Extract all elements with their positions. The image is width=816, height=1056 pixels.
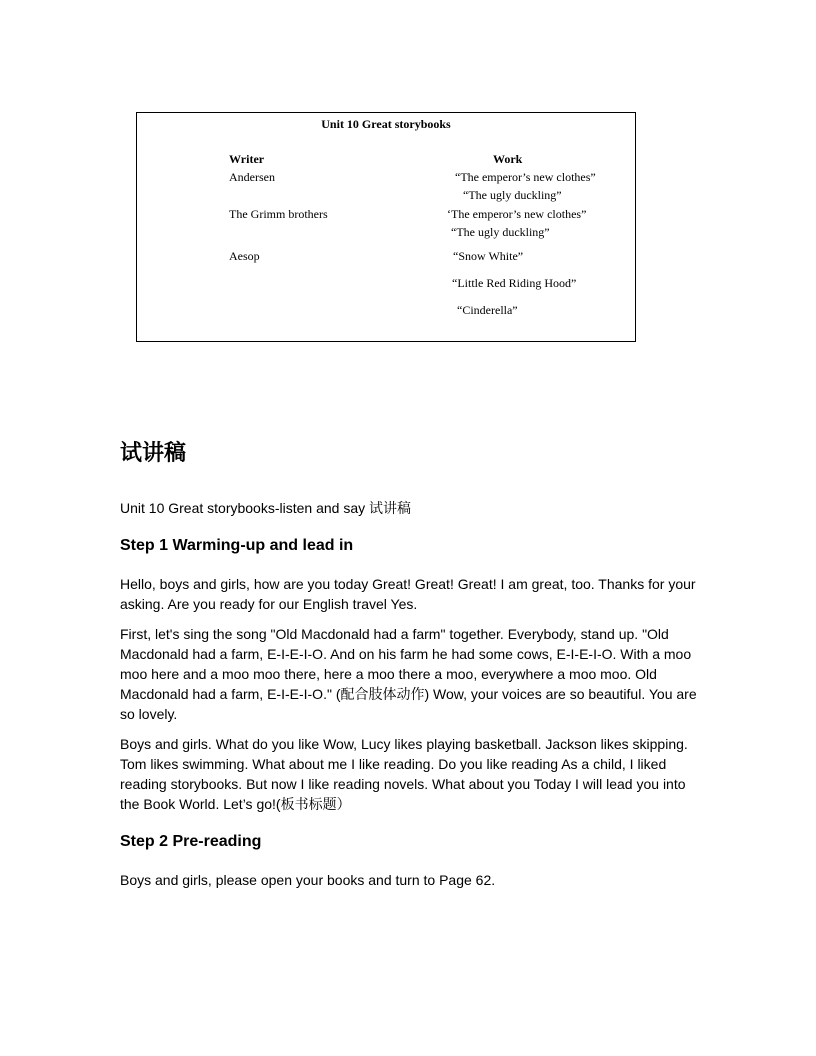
work-item: “Snow White” xyxy=(453,249,524,263)
board-title: Unit 10 Great storybooks xyxy=(321,117,451,131)
step1-heading: Step 1 Warming-up and lead in xyxy=(120,537,354,554)
work-item: “The emperor’s new clothes” xyxy=(455,170,596,184)
paragraph-open-books: Boys and girls, please open your books and turn to Page 62. xyxy=(120,872,496,888)
writer-grimm: The Grimm brothers xyxy=(229,207,328,221)
paragraph-hobbies: Boys and girls. What do you like Wow, Lucy likes playing basketball. Jackson likes skipping. Tom likes swimming. What about me I like reading. Do you like reading As a child, I liked reading storybooks. But now I like reading novels. What about you Today I will lead you into the Book World. Let’s go!(板书标题） xyxy=(120,736,688,812)
paragraph-greeting: Hello, boys and girls, how are you today Great! Great! Great! I am great, too. Thanks for your asking. Are you ready for our English travel Yes. xyxy=(120,576,696,612)
paragraph-song: First, let's sing the song "Old Macdonald had a farm" together. Everybody, stand up. "Old Macdonald had a farm, E-I-E-I-O. And on his farm he had some cows, E-I-E-I-O. With a moo moo here and a moo moo there, here a moo there a moo, everywhere a moo moo. Old Macdonald had a farm, E-I-E-I-O." (配合肢体动作) Wow, your voices are so beautiful. You are so lovely. xyxy=(120,626,697,722)
step2-heading: Step 2 Pre-reading xyxy=(120,833,262,850)
work-header: Work xyxy=(493,152,523,166)
work-item: “The ugly duckling” xyxy=(451,225,550,239)
page-title: 试讲稿 xyxy=(120,440,187,466)
work-item: ‘The emperor’s new clothes” xyxy=(447,207,587,221)
blackboard-design-box xyxy=(136,112,636,342)
writer-andersen: Andersen xyxy=(229,170,275,184)
work-item: “Cinderella” xyxy=(457,303,518,317)
lecture-script xyxy=(120,438,700,900)
writer-header: Writer xyxy=(229,152,265,166)
document-subtitle: Unit 10 Great storybooks-listen and say 试讲稿 xyxy=(120,500,412,516)
work-item: “The ugly duckling” xyxy=(463,188,562,202)
work-item: “Little Red Riding Hood” xyxy=(452,276,577,290)
writer-aesop: Aesop xyxy=(229,249,260,263)
